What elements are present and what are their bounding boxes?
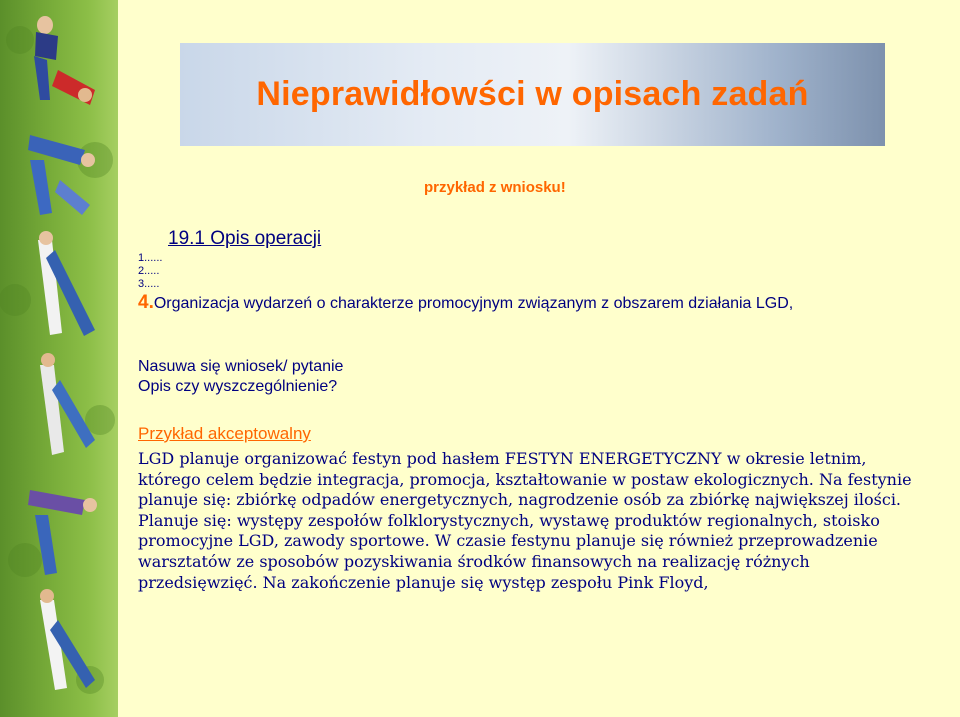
list-item-number: 4. — [138, 292, 154, 313]
example-paragraph: LGD planuje organizować festyn pod hasłem FESTYN ENERGETYCZNY w okresie letnim, którego celem będzie integracja, promocja, kształtowanie w postaw ekologicznych. Na festynie planuje się: zbiórkę odpadów energetycznych, nagrodzenie osób za zbiórkę największej ilości. Planuje się: występy zespołów folklorystycznych, wystawę produktów regionalnych, stoisko promocyjne LGD, zawody sportowe. W czasie festynu planuje się również przeprowadzenie warsztatów ze sposobów pozyskiwania środków finansowych na realizację różnych przedsięwzięć. Na zakończenie planuje się występ zespołu Pink Floyd, — [138, 449, 912, 592]
numbered-placeholder-list — [138, 252, 162, 291]
title-banner — [180, 43, 885, 146]
list-item-text: Organizacja wydarzeń o charakterze promocyjnym związanym z obszarem działania LGD, — [153, 295, 794, 312]
people-on-grass-image — [0, 0, 118, 717]
question-block — [138, 357, 343, 397]
list-item: 1...... — [138, 252, 163, 264]
acceptable-example-heading: Przykład akceptowalny — [138, 424, 311, 443]
list-item: 3..... — [138, 278, 160, 290]
example-label: przykład z wniosku! — [424, 179, 566, 196]
question-line: Nasuwa się wniosek/ pytanie — [138, 358, 344, 375]
list-item: 2..... — [138, 265, 160, 277]
slide-title: Nieprawidłowści w opisach zadań — [256, 75, 809, 113]
question-line: Opis czy wyszczególnienie? — [138, 378, 338, 395]
list-item-4 — [138, 293, 908, 314]
section-heading: 19.1 Opis operacji — [168, 228, 322, 249]
decorative-photo-strip — [0, 0, 118, 717]
